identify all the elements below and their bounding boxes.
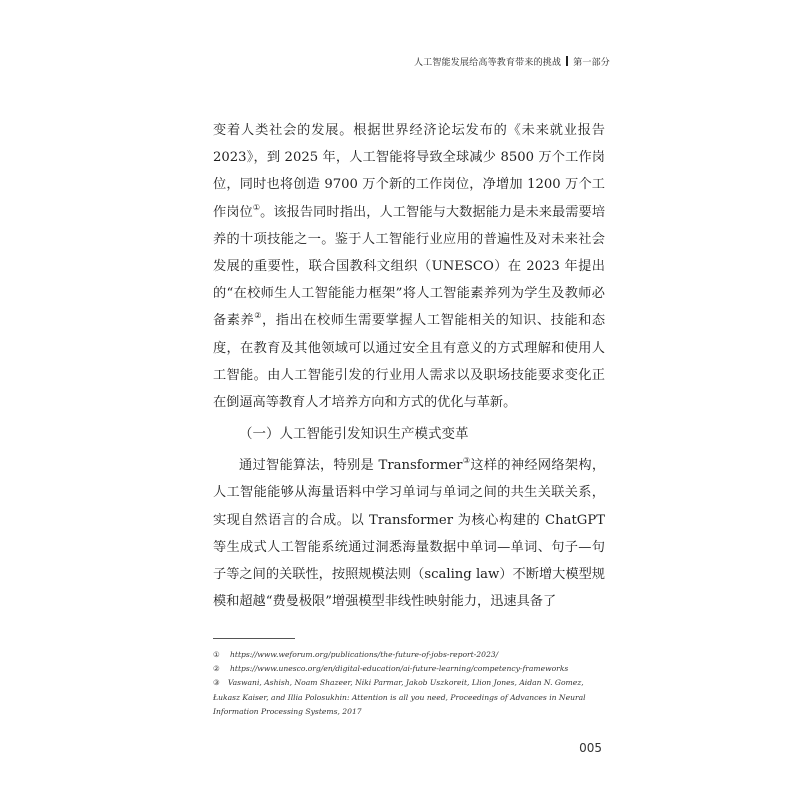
footnote-2-link[interactable]: https://www.unesco.org/en/digital-education/ai-future-learning/competency-frameworks	[230, 664, 569, 674]
body-text	[213, 117, 605, 615]
footnote-ref-2[interactable]: ②	[254, 311, 262, 321]
footnote-1-mark: ①	[213, 650, 220, 659]
running-header-title: 人工智能发展给高等教育带来的挑战	[413, 58, 562, 68]
page-number: 005	[579, 741, 602, 755]
footnote-1-link[interactable]: https://www.weforum.org/publications/the-future-of-jobs-report-2023/	[230, 650, 499, 659]
footnote-1	[213, 648, 605, 662]
running-header-part: 第一部分	[573, 58, 610, 68]
paragraph-1	[213, 117, 605, 416]
footnote-divider	[213, 638, 295, 639]
footnotes	[213, 648, 605, 719]
footnote-3-mark: ③	[213, 678, 220, 688]
footnote-ref-3[interactable]: ③	[462, 456, 471, 466]
footnote-2	[213, 662, 605, 676]
header-separator	[566, 56, 568, 66]
paragraph-1-part-a: 变着人类社会的发展。根据世界经济论坛发布的《未来就业报告2023》，到 2025 年，人工智能将导致全球减少 8500 万个工作岗位，同时也将创造 9700 万个新的工作岗位，净增加 1200 万个工作岗位	[213, 123, 605, 220]
footnote-3-text: Vaswani, Ashish, Noam Shazeer, Niki Parmar, Jakob Uszkoreit, Llion Jones, Aidan N. Gomez, Łukasz Kaiser, and Illia Polosukhin: Attention is all you need, Proceedings of Advances in Neural Information Processing Systems, 2017	[213, 678, 586, 716]
footnote-3	[213, 676, 605, 719]
footnote-ref-1[interactable]: ①	[252, 202, 261, 212]
paragraph-2-part-a: 通过智能算法，特别是 Transformer	[239, 458, 463, 474]
paragraph-2-part-b: 这样的神经网络架构，人工智能能够从海量语料中学习单词与单词之间的共生关联关系，实现自然语言的合成。以 Transformer 为核心构建的 ChatGPT 等生成式人工智能系统通过洞悉海量数据中单词—单词、句子—句子等之间的关联性，按照规模法则（scaling law）不断增大模型规模和超越“费曼极限”增强模型非线性映射能力，迅速具备了	[213, 458, 606, 610]
paragraph-1-part-c: ，指出在校师生需要掌握人工智能相关的知识、技能和态度，在教育及其他领域可以通过安全且有意义的方式理解和使用人工智能。由人工智能引发的行业用人需求以及职场技能要求变化正在倒逼高等教育人才培养方向和方式的优化与革新。	[213, 313, 606, 411]
paragraph-2	[213, 452, 605, 615]
footnote-2-mark: ②	[213, 664, 220, 674]
running-header	[414, 55, 610, 68]
paragraph-1-part-b: 。该报告同时指出，人工智能与大数据能力是未来最需要培养的十项技能之一。鉴于人工智能行业应用的普遍性及对未来社会发展的重要性，联合国教科文组织（UNESCO）在 2023 年提出的“在校师生人工智能能力框架”将人工智能素养列为学生及教师必备素养	[213, 204, 606, 329]
section-heading: （一）人工智能引发知识生产模式变革	[239, 426, 469, 443]
